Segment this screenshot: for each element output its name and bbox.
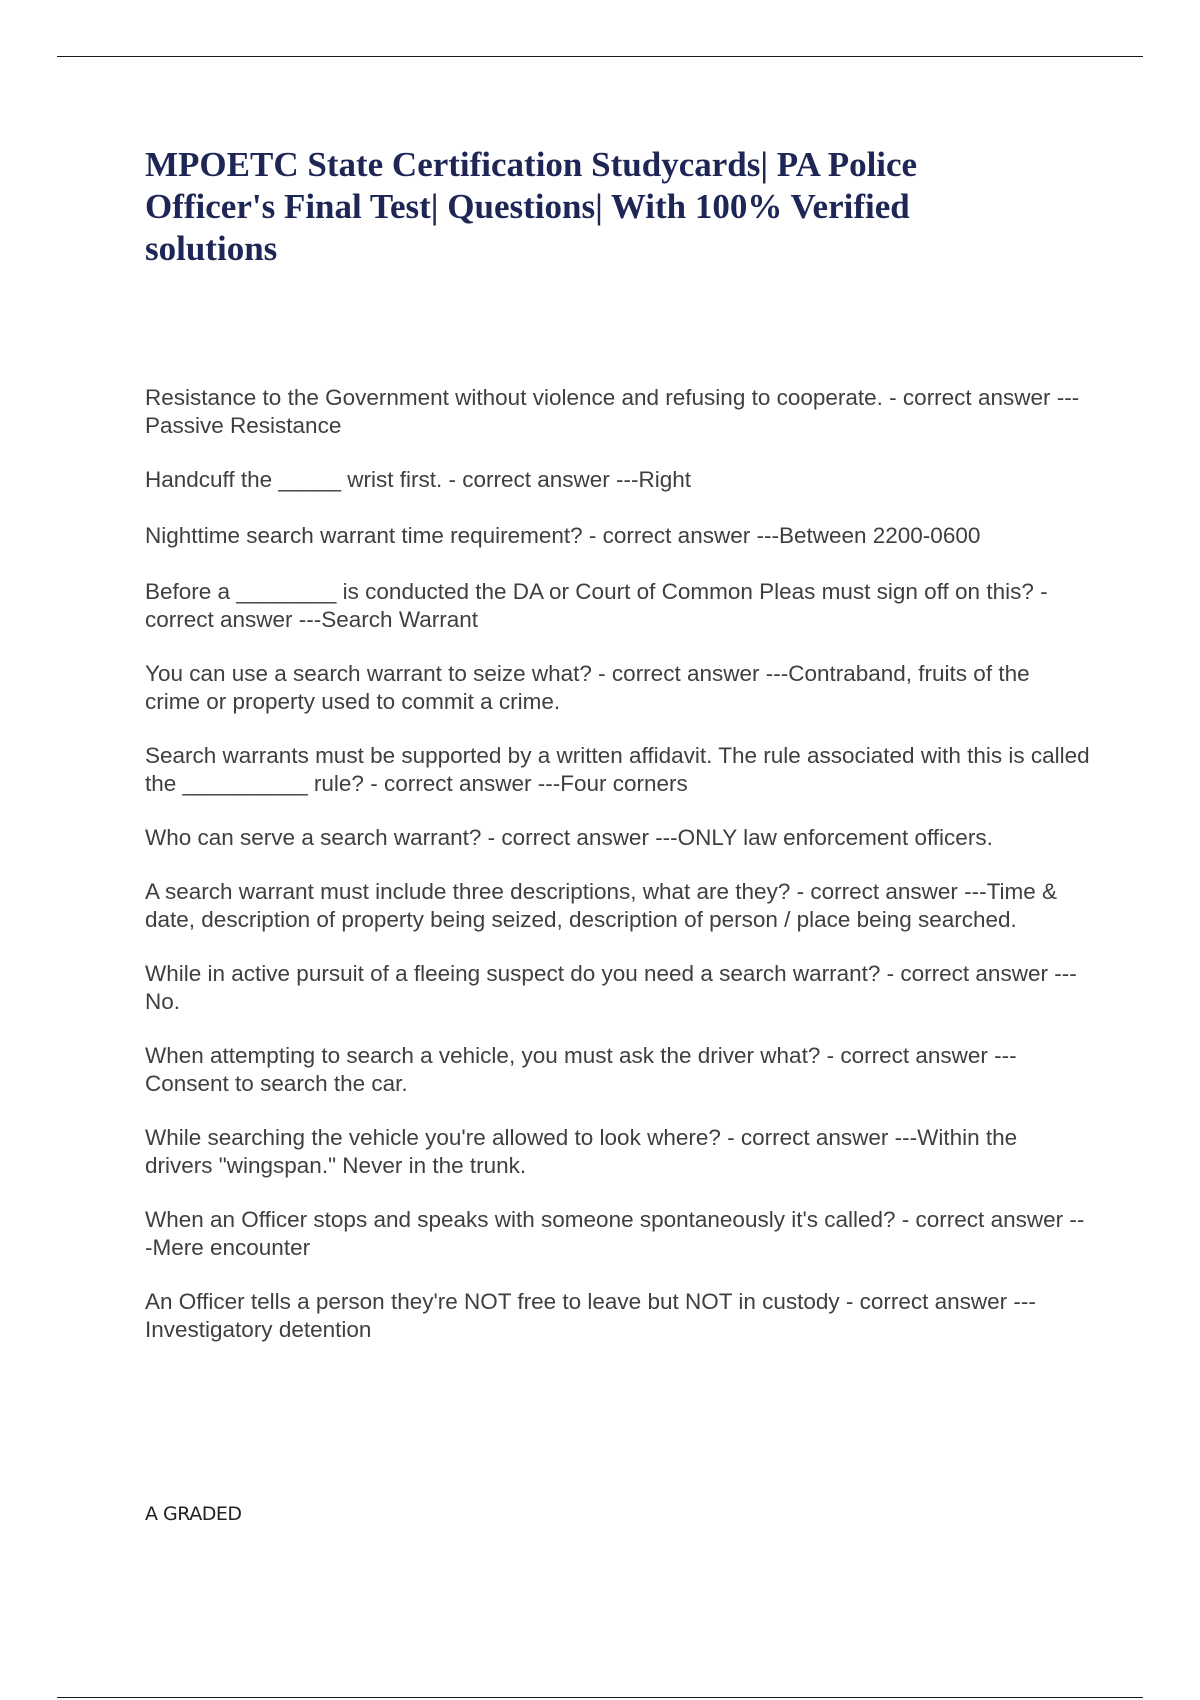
qa-item: Who can serve a search warrant? - correct answer ---ONLY law enforcement officers.	[145, 825, 993, 850]
qa-item: An Officer tells a person they're NOT free to leave but NOT in custody - correct answer ---Investigatory detention	[145, 1289, 1036, 1342]
qa-item: Search warrants must be supported by a written affidavit. The rule associated with this is called the __________ rule? - correct answer ---Four corners	[145, 743, 1090, 796]
document-title: MPOETC State Certification Studycards| PA Police Officer's Final Test| Questions| With 100% Verified solutions	[145, 145, 918, 268]
qa-item: When an Officer stops and speaks with someone spontaneously it's called? - correct answer ---Mere encounter	[145, 1207, 1085, 1260]
qa-item: Before a ________ is conducted the DA or Court of Common Pleas must sign off on this? - correct answer ---Search Warrant	[145, 579, 1048, 632]
qa-item: You can use a search warrant to seize what? - correct answer ---Contraband, fruits of the crime or property used to commit a crime.	[145, 661, 1030, 714]
top-divider	[57, 56, 1143, 57]
footer-label: A GRADED	[145, 1503, 242, 1525]
qa-item: Handcuff the _____ wrist first. - correct answer ---Right	[145, 467, 692, 492]
qa-item: While in active pursuit of a fleeing suspect do you need a search warrant? - correct answer ---No.	[145, 961, 1077, 1014]
question-list	[145, 384, 1090, 1370]
qa-item: When attempting to search a vehicle, you must ask the driver what? - correct answer ---Consent to search the car.	[145, 1043, 1017, 1096]
qa-item: Nighttime search warrant time requirement? - correct answer ---Between 2200-0600	[145, 523, 981, 548]
qa-item: Resistance to the Government without violence and refusing to cooperate. - correct answer ---Passive Resistance	[145, 385, 1080, 438]
qa-item: A search warrant must include three descriptions, what are they? - correct answer ---Time & date, description of property being seized, description of person / place being searched.	[145, 879, 1058, 932]
qa-item: While searching the vehicle you're allowed to look where? - correct answer ---Within the drivers "wingspan." Never in the trunk.	[145, 1125, 1018, 1178]
bottom-divider	[57, 1697, 1143, 1698]
